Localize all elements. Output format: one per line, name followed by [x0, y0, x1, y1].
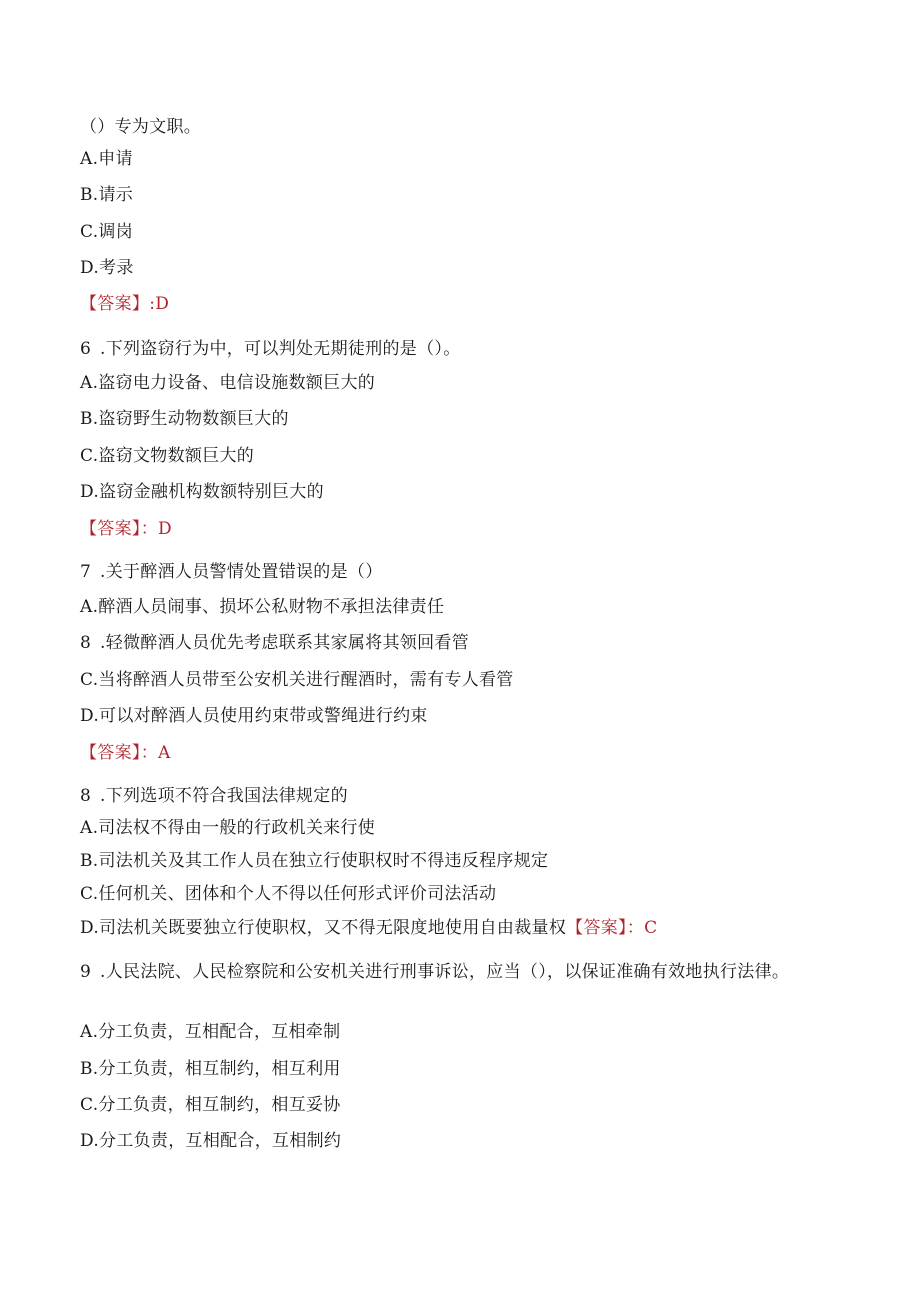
- question-5-stem: （）专为文职。: [80, 117, 202, 137]
- question-8-option-c: C.任何机关、团体和个人不得以任何形式评价司法活动: [80, 884, 497, 904]
- answer-value: ：D: [140, 519, 172, 539]
- option-number: 8: [80, 633, 92, 653]
- question-6-option-d: D.盗窃金融机构数额特别巨大的: [80, 482, 324, 502]
- answer-value: ：C: [626, 918, 658, 938]
- question-7-stem: [80, 561, 383, 583]
- question-5-option-c: C.调岗: [80, 222, 134, 242]
- answer-label: 【答案】: [80, 743, 141, 763]
- question-6-option-b: B.盗窃野生动物数额巨大的: [80, 409, 289, 429]
- question-number: 9: [80, 962, 92, 982]
- question-text: .下列选项不符合我国法律规定的: [100, 786, 348, 806]
- question-text: .人民法院、人民检察院和公安机关进行刑事诉讼，应当（），以保证准确有效地执行法律。: [100, 962, 790, 982]
- answer-value: :D: [149, 294, 170, 314]
- question-7-option-d: D.可以对醉酒人员使用约束带或警绳进行约束: [80, 706, 428, 726]
- question-8-stem: [80, 785, 348, 807]
- question-5-option-a: A.申请: [80, 149, 133, 169]
- question-number: 7: [80, 562, 92, 582]
- option-text: .轻微醉酒人员优先考虑联系其家属将其领回看管: [100, 633, 470, 653]
- answer-value: ：A: [140, 743, 171, 763]
- answer-label: 【答案】: [80, 519, 141, 539]
- option-text: D.司法机关既要独立行使职权，又不得无限度地使用自由裁量权: [80, 918, 567, 938]
- question-text: .下列盗窃行为中，可以判处无期徒刑的是（）。: [100, 339, 461, 359]
- question-7-option-c: C.当将醉酒人员带至公安机关进行醒酒时，需有专人看管: [80, 670, 514, 690]
- question-8-option-a: A.司法权不得由一般的行政机关来行使: [80, 818, 376, 838]
- question-number: 6: [80, 339, 92, 359]
- answer-label: 【答案】: [566, 918, 627, 938]
- question-6-answer: [80, 518, 172, 540]
- question-9-option-c: C.分工负责，相互制约，相互妥协: [80, 1095, 341, 1115]
- question-9-option-a: A.分工负责，互相配合，互相牵制: [80, 1022, 341, 1042]
- question-9-option-d: D.分工负责，互相配合，互相制约: [80, 1131, 342, 1151]
- question-6-stem: [80, 338, 461, 360]
- question-text: .关于醉酒人员警情处置错误的是（）: [100, 562, 383, 582]
- question-8-option-d: [80, 917, 657, 939]
- question-7-answer: [80, 742, 171, 764]
- question-5-answer: [80, 293, 169, 315]
- question-7-option-b: [80, 632, 469, 654]
- question-9-option-b: B.分工负责，相互制约，相互利用: [80, 1059, 341, 1079]
- answer-label: 【答案】: [80, 294, 150, 314]
- question-5-option-d: D.考录: [80, 258, 134, 278]
- question-7-option-a: A.醉酒人员闹事、损坏公私财物不承担法律责任: [80, 597, 445, 617]
- question-9-stem: [80, 960, 825, 985]
- question-number: 8: [80, 786, 92, 806]
- question-6-option-a: A.盗窃电力设备、电信设施数额巨大的: [80, 373, 376, 393]
- question-6-option-c: C.盗窃文物数额巨大的: [80, 446, 255, 466]
- question-8-option-b: B.司法机关及其工作人员在独立行使职权时不得违反程序规定: [80, 851, 549, 871]
- question-5-option-b: B.请示: [80, 185, 134, 205]
